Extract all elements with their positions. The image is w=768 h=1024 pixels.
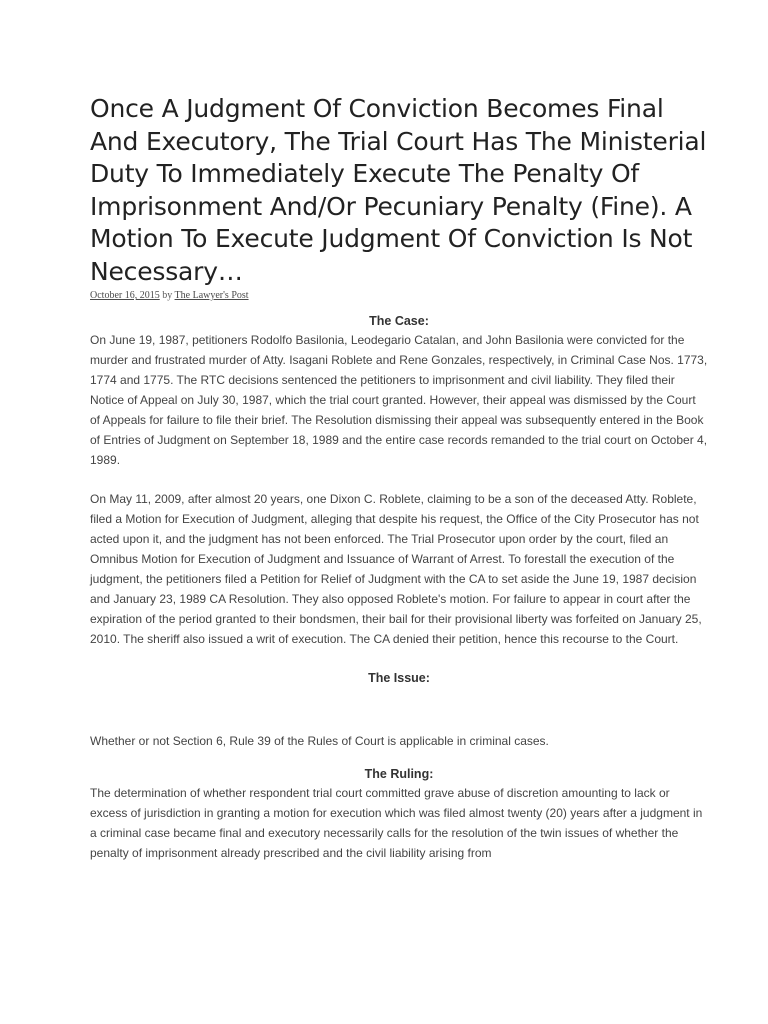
case-heading: The Case: [369,314,429,328]
case-paragraph-2: On May 11, 2009, after almost 20 years, one Dixon C. Roblete, claiming to be a son of the deceased Atty. Roblete, filed a Motion for Execution of Judgment, alleging that despite his request, the Office of the City Prosecutor has not acted upon it, and the judgment has not been enforced. The Trial Prosecutor upon order by the court, filed an Omnibus Motion for Execution of Judgment and Issuance of Warrant of Arrest. To forestall the execution of the judgment, the petitioners filed a Petition for Relief of Judgment with the CA to set aside the June 19, 1987 decision and January 23, 1989 CA Resolution. They also opposed Roblete's motion. For failure to appear in court after the expiration of the period granted to their bondsmen, their bail for their provisional liberty was forfeited on January 25, 2010. The sheriff also issued a writ of execution. The CA denied their petition, hence this recourse to the Court. [90,492,702,646]
ruling-paragraph: The determination of whether respondent trial court committed grave abuse of discretion amounting to lack or excess of jurisdiction in granting a motion for execution which was filed almost twenty (20) years after a judgment in a criminal case became final and executory necessarily calls for the resolution of the twin issues of whether the penalty of imprisonment already prescribed and the civil liability arising from [90,786,703,860]
case-paragraph-1: On June 19, 1987, petitioners Rodolfo Basilonia, Leodegario Catalan, and John Basilonia were convicted for the murder and frustrated murder of Atty. Isagani Roblete and Rene Gonzales, respectively, in Criminal Case Nos. 1773, 1774 and 1775. The RTC decisions sentenced the petitioners to imprisonment and civil liability. They filed their Notice of Appeal on July 30, 1987, which the trial court granted. However, their appeal was dismissed by the Court of Appeals for failure to file their brief. The Resolution dismissing their appeal was subsequently entered in the Book of Entries of Judgment on September 18, 1989 and the entire case records remanded to the trial court on October 4, 1989. [90,333,708,467]
author-link[interactable]: The Lawyer's Post [174,290,249,301]
issue-heading: The Issue: [368,671,430,685]
issue-paragraph: Whether or not Section 6, Rule 39 of the Rules of Court is applicable in criminal cases. [90,734,549,748]
ruling-heading: The Ruling: [364,767,434,781]
article [90,93,708,863]
article-meta [90,289,708,302]
post-date-link[interactable]: October 16, 2015 [90,290,160,301]
by-text: by [162,290,173,301]
article-title: Once A Judgment Of Conviction Becomes Final And Executory, The Trial Court Has The Ministerial Duty To Immediately Execute The Penalty Of Imprisonment And/Or Pecuniary Penalty (Fine). A Motion To Execute Judgment Of Conviction Is Not Necessary… [90,94,707,286]
